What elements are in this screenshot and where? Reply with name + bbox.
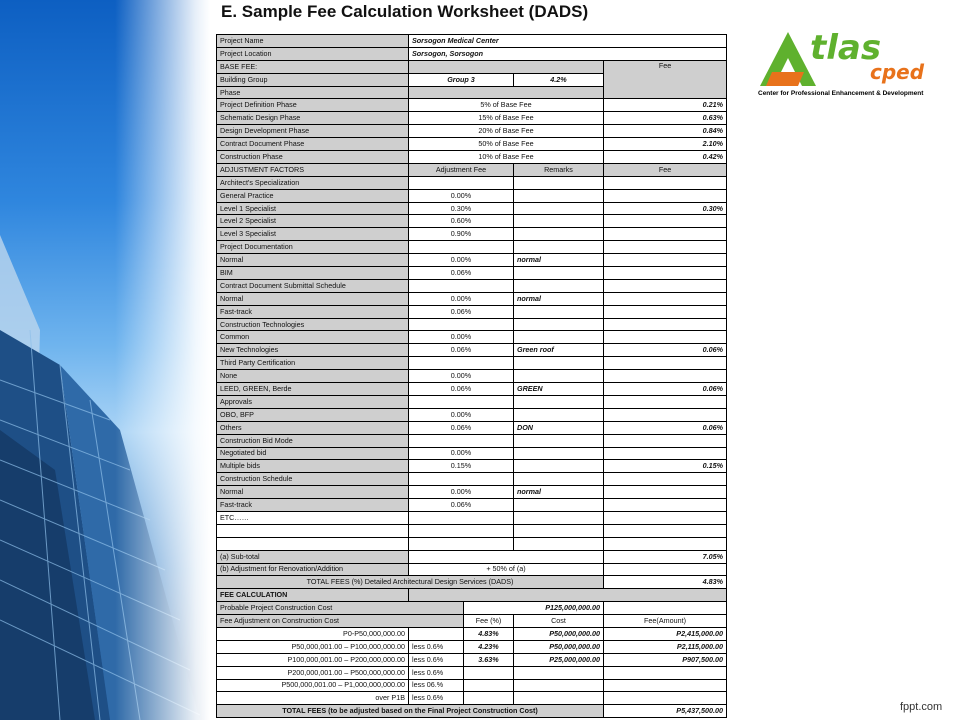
factor-remarks: normal bbox=[514, 254, 604, 267]
group-title: Third Party Certification bbox=[217, 357, 409, 370]
cost bbox=[514, 679, 604, 692]
factor-name: LEED, GREEN, Berde bbox=[217, 383, 409, 396]
adjust-row bbox=[217, 499, 727, 512]
adjust-row bbox=[217, 344, 727, 357]
factor-remarks bbox=[514, 499, 604, 512]
factor-adj: 0.00% bbox=[409, 331, 514, 344]
factor-fee bbox=[604, 447, 727, 460]
factor-remarks bbox=[514, 189, 604, 202]
factor-adj: 0.06% bbox=[409, 344, 514, 357]
calc-header: FEE CALCULATION bbox=[217, 589, 409, 602]
pct: 3.63% bbox=[464, 653, 514, 666]
project-location-row bbox=[217, 47, 727, 60]
factor-fee bbox=[604, 499, 727, 512]
range: P200,000,001.00 – P500,000,000.00 bbox=[217, 666, 409, 679]
blank bbox=[514, 473, 604, 486]
factor-name: Level 3 Specialist bbox=[217, 228, 409, 241]
phase-fee: 0.84% bbox=[604, 125, 727, 138]
fee-range-row bbox=[217, 627, 727, 640]
blank bbox=[604, 563, 727, 576]
blank bbox=[409, 86, 604, 99]
grand-value: P5,437,500.00 bbox=[604, 705, 727, 718]
less: less 06.% bbox=[409, 679, 464, 692]
blank bbox=[409, 473, 514, 486]
amount: P2,115,000.00 bbox=[604, 640, 727, 653]
factor-remarks bbox=[514, 408, 604, 421]
factor-remarks bbox=[514, 460, 604, 473]
factor-fee bbox=[604, 215, 727, 228]
group: Group 3 bbox=[409, 73, 514, 86]
factor-name: New Technologies bbox=[217, 344, 409, 357]
blank bbox=[514, 434, 604, 447]
blank bbox=[604, 473, 727, 486]
blank-row bbox=[217, 537, 727, 550]
blank bbox=[409, 524, 514, 537]
amount bbox=[604, 692, 727, 705]
factor-remarks bbox=[514, 370, 604, 383]
cost-value: P125,000,000.00 bbox=[464, 602, 604, 615]
phase-row bbox=[217, 138, 727, 151]
pct: 4.83% bbox=[464, 627, 514, 640]
factor-remarks: normal bbox=[514, 486, 604, 499]
factor-name: Normal bbox=[217, 292, 409, 305]
phase-row bbox=[217, 112, 727, 125]
factor-remarks bbox=[514, 267, 604, 280]
range: P100,000,001.00 – P200,000,000.00 bbox=[217, 653, 409, 666]
cost: P50,000,000.00 bbox=[514, 627, 604, 640]
project-name-row bbox=[217, 35, 727, 48]
fee-adjust-header-row bbox=[217, 615, 727, 628]
less: less 0.6% bbox=[409, 692, 464, 705]
pct bbox=[464, 679, 514, 692]
blank bbox=[604, 537, 727, 550]
fee-range-row bbox=[217, 666, 727, 679]
group-title: Approvals bbox=[217, 395, 409, 408]
factor-remarks: normal bbox=[514, 292, 604, 305]
phase-row bbox=[217, 151, 727, 164]
less: less 0.6% bbox=[409, 640, 464, 653]
factor-name: OBO, BFP bbox=[217, 408, 409, 421]
blank bbox=[217, 537, 409, 550]
factor-adj: 0.00% bbox=[409, 408, 514, 421]
rate: 4.2% bbox=[514, 73, 604, 86]
adjust-group-row bbox=[217, 434, 727, 447]
factor-adj: 0.06% bbox=[409, 305, 514, 318]
phase-pct: 5% of Base Fee bbox=[409, 99, 604, 112]
amount bbox=[604, 666, 727, 679]
blank bbox=[409, 318, 514, 331]
reno-value: + 50% of (a) bbox=[409, 563, 604, 576]
adjust-row bbox=[217, 447, 727, 460]
cost bbox=[514, 692, 604, 705]
factor-adj: 0.00% bbox=[409, 292, 514, 305]
blank bbox=[409, 434, 514, 447]
blank bbox=[604, 511, 727, 524]
factor-fee bbox=[604, 408, 727, 421]
amount: P907,500.00 bbox=[604, 653, 727, 666]
factor-fee bbox=[604, 331, 727, 344]
range: P50,000,001.00 – P100,000,000.00 bbox=[217, 640, 409, 653]
factor-adj: 0.60% bbox=[409, 215, 514, 228]
factor-adj: 0.00% bbox=[409, 370, 514, 383]
total-value: 4.83% bbox=[604, 576, 727, 589]
blank bbox=[514, 524, 604, 537]
blank bbox=[409, 176, 514, 189]
factor-name: Level 1 Specialist bbox=[217, 202, 409, 215]
reno-label: (b) Adjustment for Renovation/Addition bbox=[217, 563, 409, 576]
blank bbox=[604, 602, 727, 615]
logo-word-cped: cped bbox=[870, 60, 925, 84]
factor-remarks: Green roof bbox=[514, 344, 604, 357]
factor-name: None bbox=[217, 370, 409, 383]
factor-name: BIM bbox=[217, 267, 409, 280]
group-title: Contract Document Submittal Schedule bbox=[217, 279, 409, 292]
blank bbox=[604, 176, 727, 189]
phase-name: Construction Phase bbox=[217, 151, 409, 164]
phase-pct: 15% of Base Fee bbox=[409, 112, 604, 125]
blank bbox=[409, 279, 514, 292]
subtotal-value: 7.05% bbox=[604, 550, 727, 563]
label: Phase bbox=[217, 86, 409, 99]
range: over P1B bbox=[217, 692, 409, 705]
blank bbox=[514, 176, 604, 189]
blank bbox=[604, 524, 727, 537]
fee-worksheet-table bbox=[216, 34, 727, 718]
amount bbox=[604, 679, 727, 692]
footer-credit: fppt.com bbox=[900, 701, 943, 713]
factor-adj: 0.06% bbox=[409, 267, 514, 280]
fee-col: Fee bbox=[604, 163, 727, 176]
blank bbox=[409, 589, 727, 602]
amount: P2,415,000.00 bbox=[604, 627, 727, 640]
factor-name: Others bbox=[217, 421, 409, 434]
less bbox=[409, 627, 464, 640]
pct: 4.23% bbox=[464, 640, 514, 653]
phase-row bbox=[217, 125, 727, 138]
phase-pct: 10% of Base Fee bbox=[409, 151, 604, 164]
logo-word-atlas: tlas bbox=[810, 28, 882, 68]
adjust-row bbox=[217, 254, 727, 267]
factor-name: Negotiated bid bbox=[217, 447, 409, 460]
phase-fee: 0.21% bbox=[604, 99, 727, 112]
blank bbox=[514, 318, 604, 331]
pct-col: Fee (%) bbox=[464, 615, 514, 628]
range: P500,000,001.00 – P1,000,000,000.00 bbox=[217, 679, 409, 692]
value: Sorsogon, Sorsogon bbox=[409, 47, 727, 60]
fee-calc-header-row bbox=[217, 589, 727, 602]
grand-label: TOTAL FEES (to be adjusted based on the Final Project Construction Cost) bbox=[217, 705, 604, 718]
pct bbox=[464, 692, 514, 705]
adjust-group-row bbox=[217, 176, 727, 189]
factor-fee bbox=[604, 305, 727, 318]
group-title: Construction Bid Mode bbox=[217, 434, 409, 447]
label: Building Group bbox=[217, 73, 409, 86]
pct bbox=[464, 666, 514, 679]
blank bbox=[514, 279, 604, 292]
factor-remarks: DON bbox=[514, 421, 604, 434]
range: P0-P50,000,000.00 bbox=[217, 627, 409, 640]
factor-adj: 0.15% bbox=[409, 460, 514, 473]
factor-fee bbox=[604, 486, 727, 499]
cost: P25,000,000.00 bbox=[514, 653, 604, 666]
phase-name: Project Definition Phase bbox=[217, 99, 409, 112]
adjust-group-row bbox=[217, 357, 727, 370]
blank bbox=[409, 511, 514, 524]
adjust-row bbox=[217, 383, 727, 396]
group-title: Architect's Specialization bbox=[217, 176, 409, 189]
adjust-row bbox=[217, 331, 727, 344]
cost: P50,000,000.00 bbox=[514, 640, 604, 653]
construction-cost-row bbox=[217, 602, 727, 615]
factor-adj: 0.00% bbox=[409, 254, 514, 267]
factor-fee: 0.15% bbox=[604, 460, 727, 473]
factor-name: General Practice bbox=[217, 189, 409, 202]
panel-fade bbox=[115, 0, 210, 720]
less: less 0.6% bbox=[409, 653, 464, 666]
factor-fee bbox=[604, 267, 727, 280]
factor-fee bbox=[604, 189, 727, 202]
factor-remarks: GREEN bbox=[514, 383, 604, 396]
factor-name: Common bbox=[217, 331, 409, 344]
adjust-row bbox=[217, 370, 727, 383]
blank bbox=[409, 537, 514, 550]
phase-row bbox=[217, 99, 727, 112]
etc: ETC…… bbox=[217, 511, 409, 524]
factor-fee: 0.06% bbox=[604, 344, 727, 357]
decorative-building-panel bbox=[0, 0, 210, 720]
factor-adj: 0.00% bbox=[409, 486, 514, 499]
amt-col: Fee(Amount) bbox=[604, 615, 727, 628]
fee-range-row bbox=[217, 653, 727, 666]
blank bbox=[604, 395, 727, 408]
factor-remarks bbox=[514, 215, 604, 228]
total-fees-row bbox=[217, 576, 727, 589]
phase-fee: 0.63% bbox=[604, 112, 727, 125]
adjustment-header-row bbox=[217, 163, 727, 176]
adjust-group-row bbox=[217, 395, 727, 408]
blank bbox=[604, 279, 727, 292]
factor-adj: 0.30% bbox=[409, 202, 514, 215]
phase-name: Contract Document Phase bbox=[217, 138, 409, 151]
factor-fee: 0.06% bbox=[604, 383, 727, 396]
factor-fee: 0.30% bbox=[604, 202, 727, 215]
factor-adj: 0.00% bbox=[409, 189, 514, 202]
base-fee-label: BASE FEE: bbox=[217, 60, 409, 73]
phase-pct: 50% of Base Fee bbox=[409, 138, 604, 151]
page-title: E. Sample Fee Calculation Worksheet (DADS) bbox=[221, 2, 589, 21]
phase-pct: 20% of Base Fee bbox=[409, 125, 604, 138]
fee-header: Fee bbox=[604, 60, 727, 99]
adj-header: ADJUSTMENT FACTORS bbox=[217, 163, 409, 176]
blank-row bbox=[217, 524, 727, 537]
factor-fee bbox=[604, 228, 727, 241]
blank bbox=[409, 357, 514, 370]
subtotal-row bbox=[217, 550, 727, 563]
factor-name: Normal bbox=[217, 486, 409, 499]
factor-fee bbox=[604, 254, 727, 267]
base-fee-header-row bbox=[217, 60, 727, 73]
blank bbox=[514, 357, 604, 370]
less: less 0.6% bbox=[409, 666, 464, 679]
phase-name: Schematic Design Phase bbox=[217, 112, 409, 125]
factor-remarks bbox=[514, 228, 604, 241]
adjust-group-row bbox=[217, 473, 727, 486]
blank bbox=[514, 537, 604, 550]
adjust-row bbox=[217, 228, 727, 241]
adj-col: Adjustment Fee bbox=[409, 163, 514, 176]
cost-label: Probable Project Construction Cost bbox=[217, 602, 464, 615]
factor-name: Normal bbox=[217, 254, 409, 267]
blank bbox=[604, 357, 727, 370]
adjust-row bbox=[217, 305, 727, 318]
factor-fee: 0.06% bbox=[604, 421, 727, 434]
factor-remarks bbox=[514, 331, 604, 344]
factor-name: Fast-track bbox=[217, 305, 409, 318]
renovation-row bbox=[217, 563, 727, 576]
fee-range-row bbox=[217, 692, 727, 705]
grand-total-row bbox=[217, 705, 727, 718]
remarks-col: Remarks bbox=[514, 163, 604, 176]
adjust-row bbox=[217, 460, 727, 473]
factor-name: Fast-track bbox=[217, 499, 409, 512]
factor-adj: 0.06% bbox=[409, 499, 514, 512]
factor-name: Multiple bids bbox=[217, 460, 409, 473]
blank bbox=[604, 434, 727, 447]
adjust-row bbox=[217, 189, 727, 202]
etc-row bbox=[217, 511, 727, 524]
blank bbox=[409, 241, 514, 254]
factor-adj: 0.06% bbox=[409, 383, 514, 396]
subtotal-label: (a) Sub-total bbox=[217, 550, 409, 563]
phase-fee: 2.10% bbox=[604, 138, 727, 151]
cost bbox=[514, 666, 604, 679]
cost-col: Cost bbox=[514, 615, 604, 628]
factor-fee bbox=[604, 292, 727, 305]
blank bbox=[604, 241, 727, 254]
logo-subtitle: Center for Professional Enhancement & Development bbox=[758, 90, 924, 97]
adjust-row bbox=[217, 215, 727, 228]
blank bbox=[217, 524, 409, 537]
blank bbox=[409, 550, 604, 563]
adjust-row bbox=[217, 292, 727, 305]
blank bbox=[514, 241, 604, 254]
adjust-row bbox=[217, 267, 727, 280]
adjust-row bbox=[217, 202, 727, 215]
value: Sorsogon Medical Center bbox=[409, 35, 727, 48]
adjust-group-row bbox=[217, 279, 727, 292]
adjust-row bbox=[217, 486, 727, 499]
factor-adj: 0.06% bbox=[409, 421, 514, 434]
blank bbox=[514, 395, 604, 408]
factor-adj: 0.90% bbox=[409, 228, 514, 241]
adjust-group-row bbox=[217, 241, 727, 254]
factor-remarks bbox=[514, 202, 604, 215]
label: Project Location bbox=[217, 47, 409, 60]
adjust-group-row bbox=[217, 318, 727, 331]
factor-fee bbox=[604, 370, 727, 383]
fee-range-row bbox=[217, 640, 727, 653]
group-title: Project Documentation bbox=[217, 241, 409, 254]
blank bbox=[409, 395, 514, 408]
factor-remarks bbox=[514, 447, 604, 460]
blank bbox=[604, 318, 727, 331]
adj-label: Fee Adjustment on Construction Cost bbox=[217, 615, 464, 628]
total-label: TOTAL FEES (%) Detailed Architectural Design Services (DADS) bbox=[217, 576, 604, 589]
adjust-row bbox=[217, 408, 727, 421]
phase-fee: 0.42% bbox=[604, 151, 727, 164]
blank bbox=[409, 60, 604, 73]
blank bbox=[514, 511, 604, 524]
factor-remarks bbox=[514, 305, 604, 318]
group-title: Construction Technologies bbox=[217, 318, 409, 331]
group-title: Construction Schedule bbox=[217, 473, 409, 486]
factor-adj: 0.00% bbox=[409, 447, 514, 460]
factor-name: Level 2 Specialist bbox=[217, 215, 409, 228]
label: Project Name bbox=[217, 35, 409, 48]
adjust-row bbox=[217, 421, 727, 434]
fee-range-row bbox=[217, 679, 727, 692]
phase-name: Design Development Phase bbox=[217, 125, 409, 138]
